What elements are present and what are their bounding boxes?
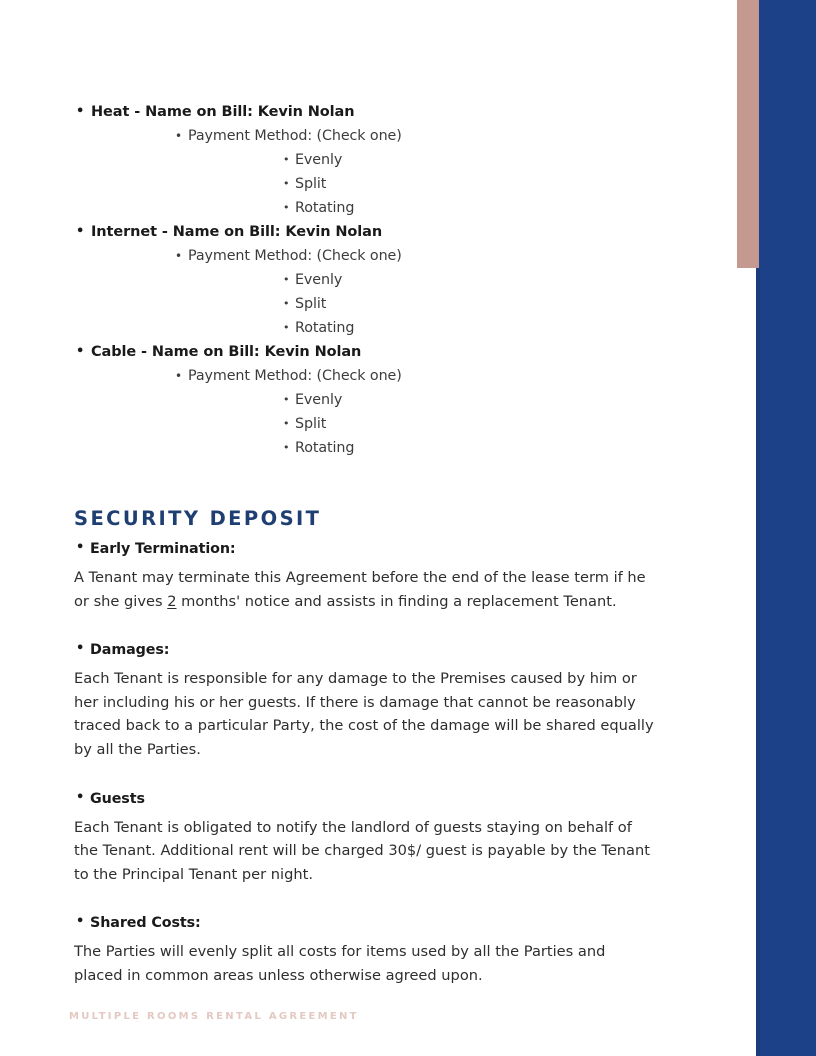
payment-option-label: • Rotating [295,200,354,216]
payment-option-rotating[interactable] [188,436,700,460]
fill-in-blank-months[interactable]: 2 [167,592,177,610]
clause-body-before: A Tenant may terminate this Agreement before the end of the lease term if he or she gives [74,569,646,610]
utility-label: • Cable - Name on Bill: Kevin Nolan [91,344,361,360]
utility-item-cable [0,340,700,460]
payment-method-list [91,124,700,220]
clause-body: Each Tenant is obligated to notify the landlord of guests staying on behalf of the Tenant. Additional rent will be charged 30$/ guest is payable by the Tenant to the Principal Tenant per night. [74,818,650,883]
payment-option-label: • Evenly [295,152,342,168]
payment-option-list [188,148,700,220]
navy-accent-bar [759,0,816,1056]
clause-title: • Guests [0,788,700,810]
payment-method-label: • Payment Method: (Check one) [188,248,402,264]
security-deposit-clauses [0,538,700,1014]
payment-option-evenly[interactable] [188,268,700,292]
rose-accent-bar [737,0,760,268]
clause-damages [0,639,700,761]
payment-option-evenly[interactable] [188,148,700,172]
payment-method-list [91,364,700,460]
payment-option-label: • Evenly [295,272,342,288]
payment-option-label: • Split [295,176,326,192]
payment-option-label: • Rotating [295,440,354,456]
payment-method-label-row [91,244,700,340]
clause-title: • Damages: [0,639,700,661]
payment-option-split[interactable] [188,292,700,316]
payment-method-label-row [91,364,700,460]
clause-guests [0,788,700,887]
clause-body: The Parties will evenly split all costs for items used by all the Parties and placed in common areas unless otherwise agreed upon. [74,943,606,984]
clause-title: • Early Termination: [0,538,700,560]
clause-body-after: months' notice and assists in finding a replacement Tenant. [176,592,617,610]
payment-option-evenly[interactable] [188,388,700,412]
clause-body [0,566,700,613]
payment-option-label: • Split [295,296,326,312]
payment-option-split[interactable] [188,172,700,196]
utility-label: • Internet - Name on Bill: Kevin Nolan [91,224,382,240]
payment-method-label: • Payment Method: (Check one) [188,128,402,144]
utility-label: • Heat - Name on Bill: Kevin Nolan [91,104,354,120]
payment-option-label: • Rotating [295,320,354,336]
payment-method-label: • Payment Method: (Check one) [188,368,402,384]
payment-option-list [188,268,700,340]
clause-title: • Shared Costs: [0,912,700,934]
section-heading-security-deposit: SECURITY DEPOSIT [74,507,322,531]
payment-option-split[interactable] [188,412,700,436]
payment-method-label-row [91,124,700,220]
clause-body: Each Tenant is responsible for any damage to the Premises caused by him or her including his or her guests. If there is damage that cannot be reasonably traced back to a particular Party, the cost of the damage will be shared equally by all the Parties. [74,670,654,758]
clause-shared-costs [0,912,700,987]
clause-early-termination [0,538,700,613]
navy-accent-bar-edge [756,268,760,1056]
payment-option-label: • Split [295,416,326,432]
utility-item-internet [0,220,700,340]
payment-option-rotating[interactable] [188,316,700,340]
payment-method-list [91,244,700,340]
payment-option-rotating[interactable] [188,196,700,220]
utilities-list [0,100,700,460]
payment-option-label: • Evenly [295,392,342,408]
payment-option-list [188,388,700,460]
utility-group-list [0,100,700,460]
utility-item-heat [0,100,700,220]
document-footer: MULTIPLE ROOMS RENTAL AGREEMENT [69,1011,359,1022]
